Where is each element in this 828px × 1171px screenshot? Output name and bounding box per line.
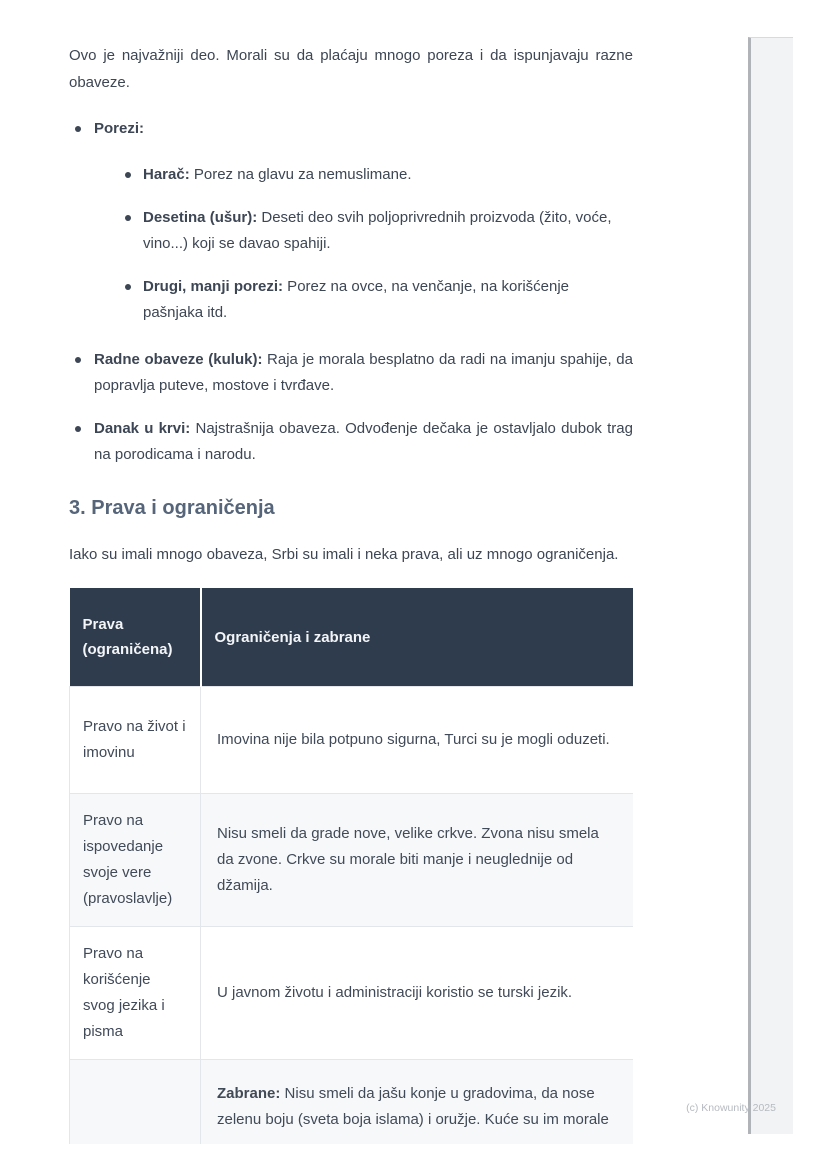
list-item-text: Porez na ovce, na venčanje, na korišćenje pašnjaka itd. (143, 278, 570, 321)
list-item-danak-u-krvi (69, 416, 633, 468)
table-row (70, 927, 634, 1060)
list-item-text: Deseti deo svih poljoprivrednih proizvoda (žito, voće, vino...) koji se davao spahiji. (143, 209, 612, 252)
list-item-harac (119, 162, 633, 188)
table-cell-right: U javnom životu i administraciji koristio se turski jezik. (201, 927, 634, 1060)
section-paragraph: Iako su imali mnogo obaveza, Srbi su imali i neka prava, ali uz mnogo ograničenja. (69, 546, 619, 563)
tax-sublist (94, 162, 633, 326)
table-cell-left: Pravo na korišćenje svog jezika i pisma (70, 927, 201, 1060)
table-row (70, 1060, 634, 1145)
list-item-text: Porez na glavu za nemuslimane. (189, 166, 412, 183)
table-row (70, 794, 634, 927)
table-cell-left (70, 1060, 201, 1145)
list-item-taxes (69, 116, 633, 326)
table-cell-left: Pravo na život i imovinu (70, 687, 201, 794)
list-item-lead: Danak u krvi: (94, 420, 191, 437)
table-cell-right (201, 1060, 634, 1145)
obligations-list (69, 116, 633, 468)
list-item-lead: Radne obaveze (kuluk): (94, 351, 263, 368)
table-cell-left: Pravo na ispovedanje svoje vere (pravoslavlje) (70, 794, 201, 927)
table-header-prava: Prava (ograničena) (70, 588, 201, 687)
section-heading: 3. Prava i ograničenja (69, 497, 275, 519)
table-cell-right: Nisu smeli da grade nove, velike crkve. Zvona nisu smela da zvone. Crkve su morale biti manje i neuglednije od džamija. (201, 794, 634, 927)
table-header-row (70, 588, 634, 687)
table-cell-right: Imovina nije bila potpuno sigurna, Turci su je mogli oduzeti. (201, 687, 634, 794)
list-item-desetina (119, 205, 633, 257)
table-cell-text: Nisu smeli da jašu konje u gradovima, da nose zelenu boju (sveta boja islama) i oružje. Kuće su im morale (217, 1085, 609, 1128)
intro-paragraph: Ovo je najvažniji deo. Morali su da plaćaju mnogo poreza i da ispunjavaju razne obaveze. (69, 47, 633, 91)
table-header-ogranicenja: Ograničenja i zabrane (201, 588, 634, 687)
next-page-edge (748, 37, 793, 1134)
list-item-kuluk (69, 347, 633, 399)
copyright-watermark: (c) Knowunity 2025 (686, 1102, 776, 1114)
list-item-lead: Drugi, manji porezi: (143, 278, 284, 295)
list-item-lead: Harač: (143, 166, 190, 183)
list-item-text: Najstrašnija obaveza. Odvođenje dečaka je ostavljalo dubok trag na porodicama i narodu. (94, 420, 633, 463)
rights-table (69, 588, 633, 1144)
page-content (69, 42, 633, 1144)
table-row (70, 687, 634, 794)
list-item-drugi-porezi (119, 274, 633, 326)
table-cell-lead: Zabrane: (217, 1085, 281, 1102)
rights-table-container (69, 588, 633, 1144)
list-item-text: Raja je morala besplatno da radi na imanju spahije, da popravlja puteve, mostove i tvrđave. (94, 351, 633, 394)
list-item-lead: Porezi: (94, 120, 145, 137)
list-item-lead: Desetina (ušur): (143, 209, 258, 226)
